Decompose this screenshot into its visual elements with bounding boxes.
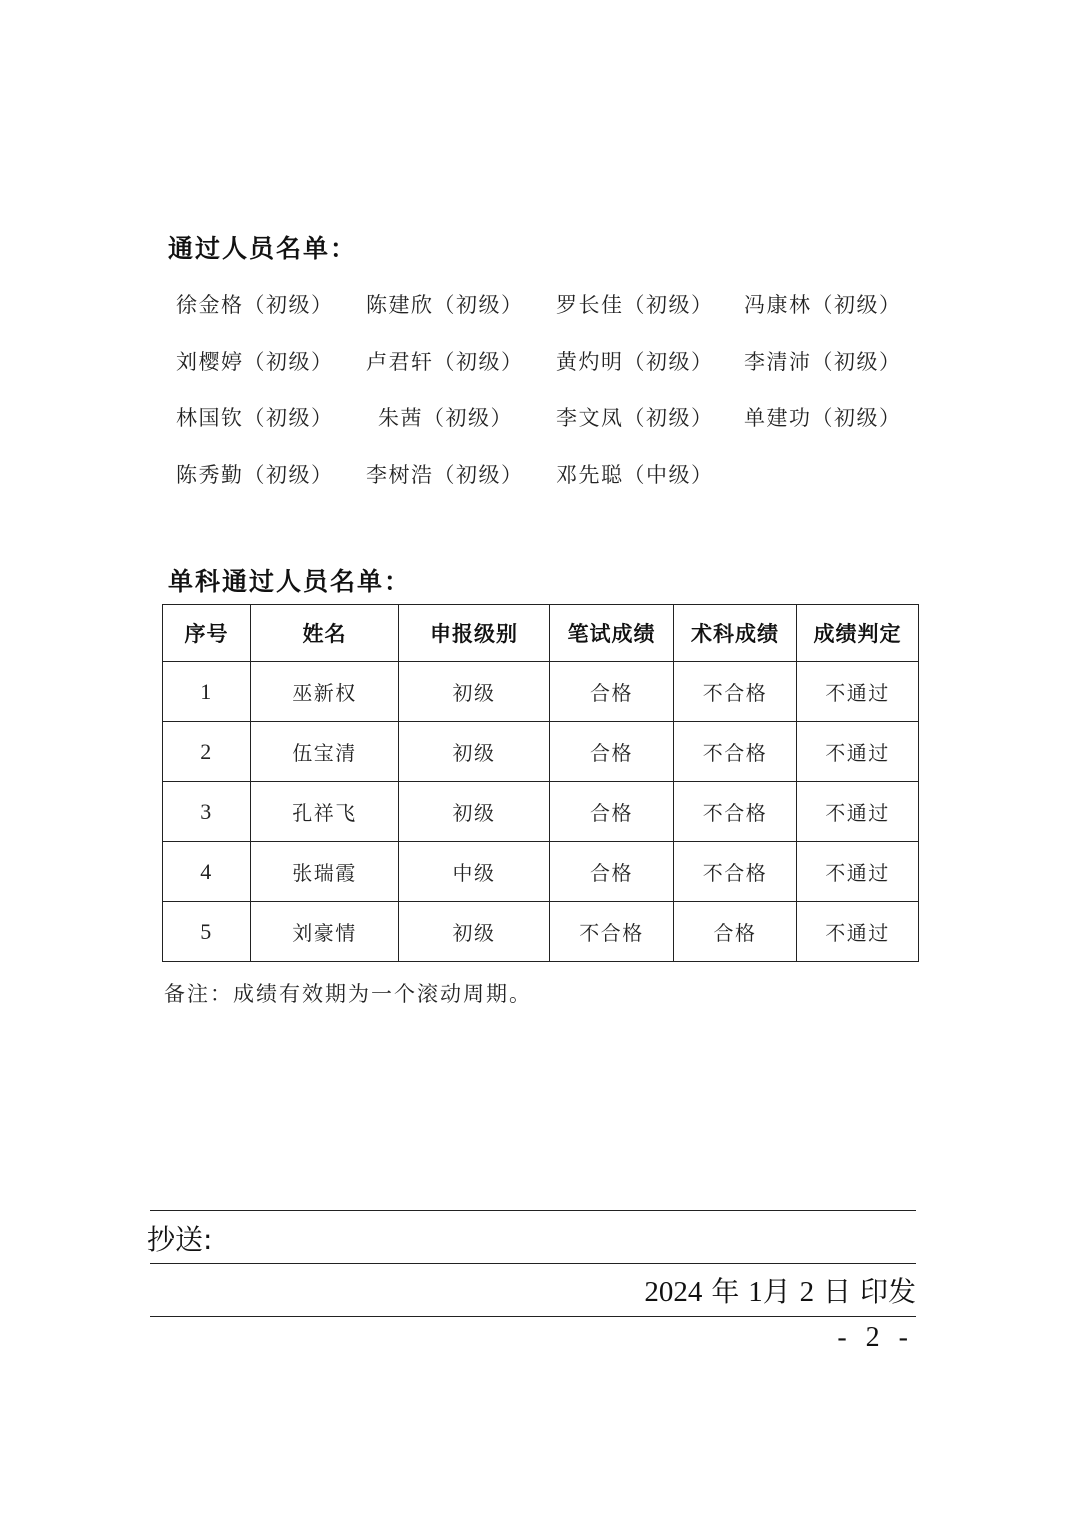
passed-name: 李树浩（初级） xyxy=(366,462,524,487)
cell-name: 刘豪情 xyxy=(251,902,399,962)
issue-month: 1 xyxy=(748,1276,763,1308)
cell-written-score: 合格 xyxy=(550,782,674,842)
cell-practical-score: 不合格 xyxy=(674,722,797,782)
footer-rule-top xyxy=(150,1210,916,1211)
cell-written-score: 合格 xyxy=(550,842,674,902)
column-header-result: 成绩判定 xyxy=(797,605,919,662)
footer-rule-middle xyxy=(150,1263,916,1264)
passed-name: 徐金格（初级） xyxy=(176,293,334,317)
cell-result: 不通过 xyxy=(797,782,919,842)
passed-name: 陈建欣（初级） xyxy=(366,293,524,317)
cell-name: 伍宝清 xyxy=(251,722,399,782)
footer-rule-bottom xyxy=(150,1316,916,1317)
cell-index: 4 xyxy=(163,842,251,902)
table-row xyxy=(163,782,919,842)
table-row xyxy=(163,842,919,902)
cell-level: 初级 xyxy=(399,722,550,782)
cell-practical-score: 不合格 xyxy=(674,662,797,722)
cell-result: 不通过 xyxy=(797,902,919,962)
passed-name: 单建功（初级） xyxy=(744,406,902,430)
cell-practical-score: 合格 xyxy=(674,902,797,962)
issue-day: 2 xyxy=(799,1276,815,1308)
passed-names-grid xyxy=(176,285,936,511)
issue-date-line xyxy=(644,1270,916,1310)
cell-name: 巫新权 xyxy=(251,662,399,722)
cell-name: 张瑞霞 xyxy=(251,842,399,902)
column-header-practical-score: 术科成绩 xyxy=(674,605,797,662)
passed-name: 邓先聪（中级） xyxy=(556,462,714,487)
passed-name: 陈秀勤（初级） xyxy=(176,462,334,487)
table-row xyxy=(163,902,919,962)
cell-practical-score: 不合格 xyxy=(674,842,797,902)
cell-written-score: 合格 xyxy=(550,662,674,722)
passed-name: 李文凤（初级） xyxy=(556,406,714,430)
passed-name: 刘樱婷（初级） xyxy=(176,349,334,374)
cell-level: 初级 xyxy=(399,782,550,842)
validity-remark: 备注：成绩有效期为一个滚动周期。 xyxy=(164,982,532,1006)
cell-index: 5 xyxy=(163,902,251,962)
single-subject-table xyxy=(162,604,919,962)
table-header-row xyxy=(163,605,919,662)
page-number: - 2 - xyxy=(837,1322,914,1353)
issue-year-unit: 年 xyxy=(711,1275,740,1308)
cell-written-score: 合格 xyxy=(550,722,674,782)
cell-index: 1 xyxy=(163,662,251,722)
table-row xyxy=(163,722,919,782)
cc-label: 抄送: xyxy=(147,1223,213,1256)
column-header-level: 申报级别 xyxy=(399,605,550,662)
cell-index: 3 xyxy=(163,782,251,842)
cell-result: 不通过 xyxy=(797,722,919,782)
passed-name: 卢君轩（初级） xyxy=(366,349,524,374)
cell-written-score: 不合格 xyxy=(550,902,674,962)
column-header-written-score: 笔试成绩 xyxy=(550,605,674,662)
issue-suffix: 印发 xyxy=(859,1275,916,1308)
passed-list-heading: 通过人员名单： xyxy=(168,234,358,263)
cell-level: 初级 xyxy=(399,902,550,962)
cell-result: 不通过 xyxy=(797,842,919,902)
issue-month-unit: 月 xyxy=(762,1275,791,1308)
column-header-index: 序号 xyxy=(163,605,251,662)
cell-practical-score: 不合格 xyxy=(674,782,797,842)
passed-name: 林国钦（初级） xyxy=(176,406,334,430)
cell-name: 孔祥飞 xyxy=(251,782,399,842)
passed-name: 冯康林（初级） xyxy=(744,293,902,317)
passed-name: 李清沛（初级） xyxy=(744,349,902,374)
table-row xyxy=(163,662,919,722)
single-subject-list-heading: 单科通过人员名单： xyxy=(168,567,412,596)
cell-index: 2 xyxy=(163,722,251,782)
passed-name: 朱茜（初级） xyxy=(378,406,513,430)
column-header-name: 姓名 xyxy=(251,605,399,662)
issue-day-unit: 日 xyxy=(823,1275,852,1308)
passed-name: 黄灼明（初级） xyxy=(556,349,714,374)
cell-level: 中级 xyxy=(399,842,550,902)
issue-year: 2024 xyxy=(644,1276,703,1308)
cell-result: 不通过 xyxy=(797,662,919,722)
passed-name: 罗长佳（初级） xyxy=(556,293,714,317)
cell-level: 初级 xyxy=(399,662,550,722)
